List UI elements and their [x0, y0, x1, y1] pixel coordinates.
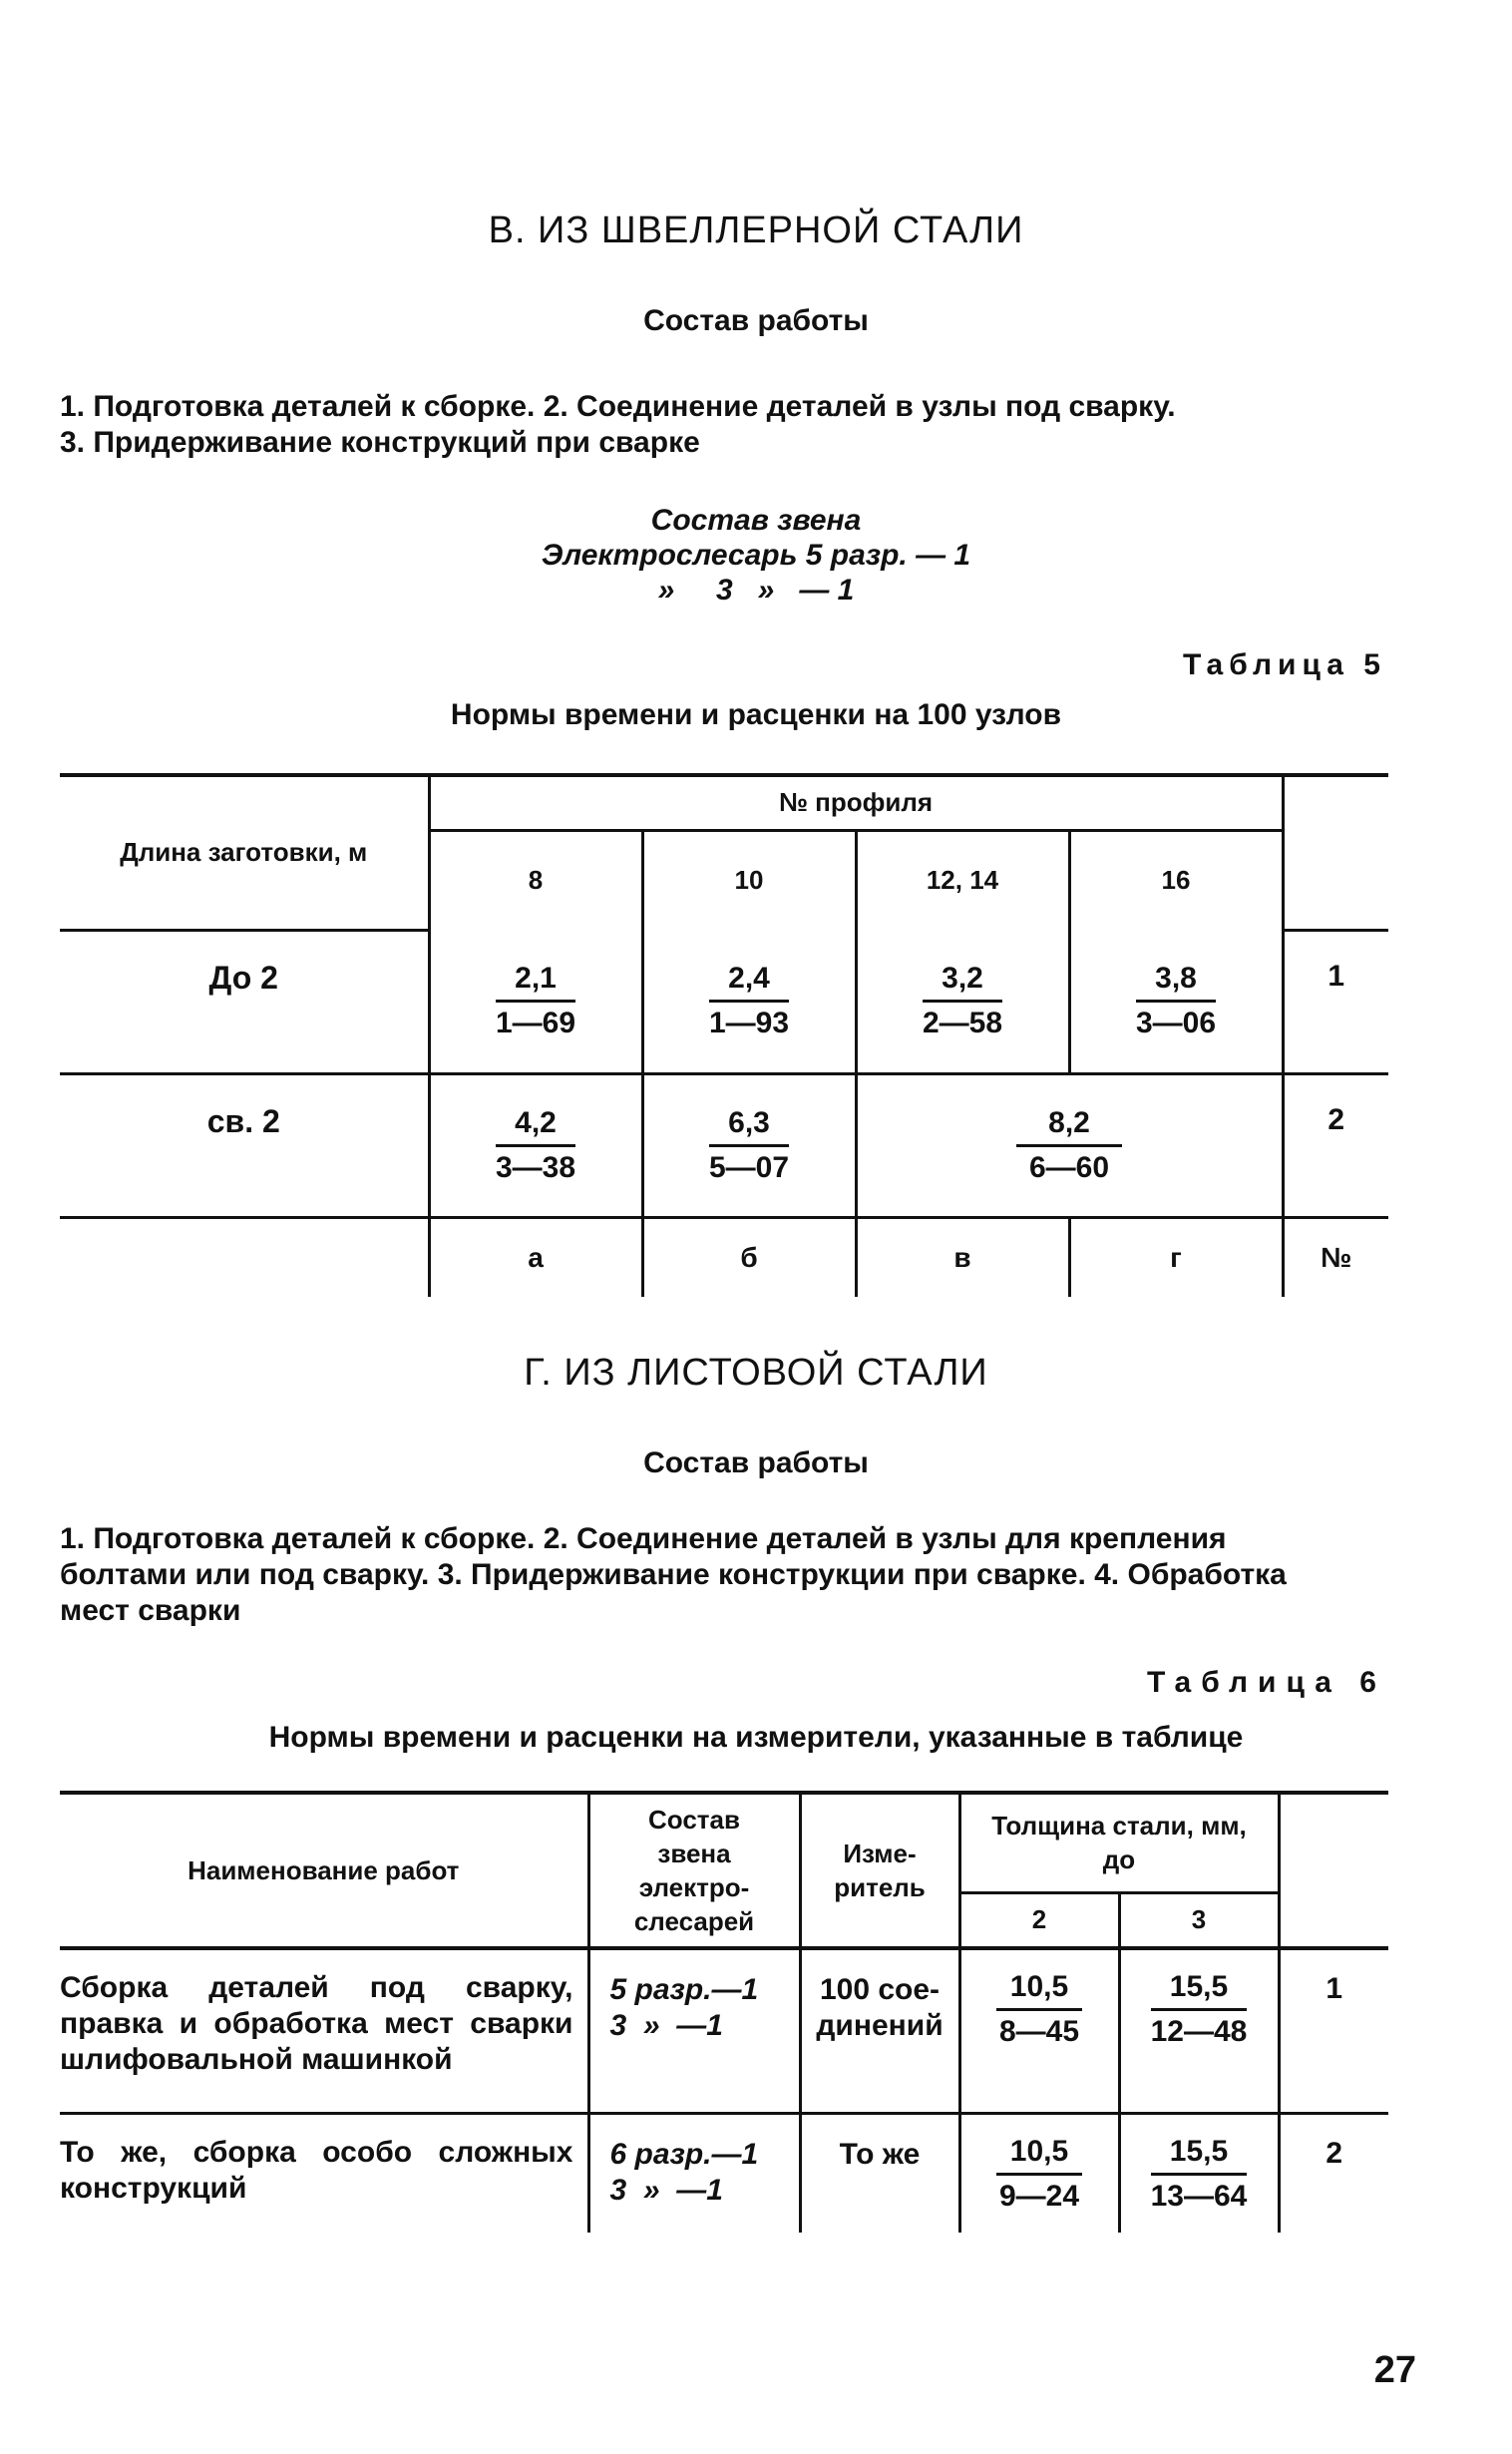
col-unit-header: Изме-ритель — [800, 1793, 959, 1948]
thickness-header: 2 — [959, 1892, 1119, 1948]
col-length-header: Длина заготовки, м — [60, 775, 429, 930]
value-cell: $\frac{10,5}{9—24}$ — [959, 2113, 1119, 2233]
crew-line-2: » 3 » — 1 — [657, 574, 855, 607]
section-g-work-text-2: болтами или под сварку. 3. Придерживание конструкции при сварке. 4. Обработка — [60, 1558, 1287, 1591]
value-cell: $\frac{10,5}{8—45}$ — [959, 1948, 1119, 2113]
crew-cell: 6 разр.—1 3 » —1 — [588, 2113, 800, 2233]
col-no-header — [1279, 1793, 1388, 1948]
section-v-work-title: Состав работы — [643, 304, 869, 337]
row-length: св. 2 — [60, 1073, 429, 1217]
row-number: 2 — [1283, 1073, 1388, 1217]
profile-header: 8 — [429, 830, 642, 930]
section-v-work-text-2: 3. Придерживание конструкций при сварке — [60, 426, 700, 459]
thickness-header: 3 — [1119, 1892, 1279, 1948]
section-g-work-text-1: 1. Подготовка деталей к сборке. 2. Соединение деталей в узлы для крепления — [60, 1522, 1227, 1555]
profile-header: 12, 14 — [856, 830, 1069, 930]
table-6 — [60, 1791, 1388, 2233]
row-length: До 2 — [60, 930, 429, 1073]
footer-label: а — [429, 1217, 642, 1297]
table-5 — [60, 773, 1388, 1297]
section-g-work-title: Состав работы — [643, 1446, 869, 1479]
crew-cell: 5 разр.—1 3 » —1 — [588, 1948, 800, 2113]
row-number: 1 — [1283, 930, 1388, 1073]
section-g-heading: Г. ИЗ ЛИСТОВОЙ СТАЛИ — [524, 1352, 988, 1394]
value-cell: $\frac{2,1}{1—69}$ — [429, 930, 642, 1073]
footer-label: г — [1069, 1217, 1283, 1297]
profile-header: 10 — [642, 830, 856, 930]
row-number: 2 — [1325, 2136, 1343, 2170]
value-cell: $\frac{8,2}{6—60}$ — [856, 1073, 1283, 1217]
value-cell: $\frac{15,5}{12—48}$ — [1119, 1948, 1279, 2113]
section-v-work-text-1: 1. Подготовка деталей к сборке. 2. Соединение деталей в узлы под сварку. — [60, 390, 1176, 423]
unit-cell: 100 сое-динений — [800, 1948, 959, 2113]
value-cell: $\frac{15,5}{13—64}$ — [1119, 2113, 1279, 2233]
footer-label: в — [856, 1217, 1069, 1297]
table6-label: Таблица 6 — [1146, 1666, 1386, 1699]
value-cell: $\frac{2,4}{1—93}$ — [642, 930, 856, 1073]
footer-label: № — [1321, 1241, 1352, 1273]
col-name-header: Наименование работ — [60, 1793, 588, 1948]
page-number: 27 — [1373, 2349, 1416, 2391]
table5-label: Таблица 5 — [1182, 648, 1386, 681]
table5-title: Нормы времени и расценки на 100 узлов — [450, 698, 1062, 731]
row-number: 1 — [1279, 1948, 1388, 2113]
value-cell: $\frac{6,3}{5—07}$ — [642, 1073, 856, 1217]
value-cell: $\frac{3,2}{2—58}$ — [856, 930, 1069, 1073]
crew-title: Состав звена — [650, 504, 862, 537]
work-name: То же, сборка особо сложных конструкций — [60, 2113, 588, 2233]
section-g-work-text-3: мест сварки — [60, 1594, 241, 1627]
work-name: Сборка деталей под сварку, правка и обработка мест сварки шлифовальной машинкой — [60, 1948, 588, 2113]
table-row — [60, 1948, 1388, 2113]
footer-empty — [60, 1217, 429, 1297]
table-row — [60, 930, 1388, 1073]
table6-title: Нормы времени и расценки на измерители, указанные в таблице — [268, 1721, 1244, 1754]
table-row — [60, 1073, 1388, 1217]
footer-label: б — [642, 1217, 856, 1297]
col-profile-header: № профиля — [429, 775, 1283, 830]
crew-line-1: Электрослесарь 5 разр. — 1 — [541, 539, 971, 572]
value-cell: $\frac{3,8}{3—06}$ — [1069, 930, 1283, 1073]
table-row — [60, 2113, 1388, 2233]
profile-header: 16 — [1069, 830, 1283, 930]
col-crew-header: Состав звена электро-слесарей — [588, 1793, 800, 1948]
table-footer-row — [60, 1217, 1388, 1297]
unit-cell: То же — [800, 2113, 959, 2233]
col-thickness-header: Толщина стали, мм, до — [959, 1793, 1279, 1892]
col-no-header — [1283, 775, 1388, 930]
section-v-heading: В. ИЗ ШВЕЛЛЕРНОЙ СТАЛИ — [488, 209, 1024, 251]
value-cell: $\frac{4,2}{3—38}$ — [429, 1073, 642, 1217]
